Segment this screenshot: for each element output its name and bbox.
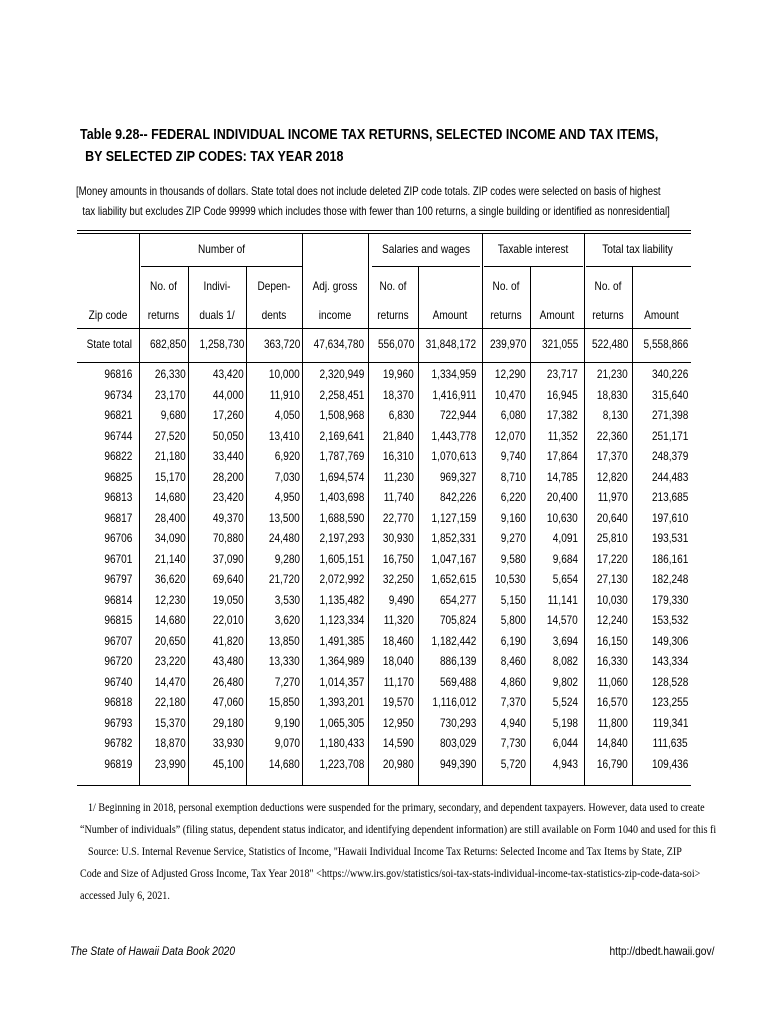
- table-cell: 32,250: [383, 572, 414, 586]
- table-cell: 1,127,159: [431, 511, 476, 525]
- headnote-line-2: tax liability but excludes ZIP Code 99999 which includes those with fewer than 100 returns, a single building or identified as nonresidential]: [82, 204, 670, 218]
- headnote: [76, 181, 670, 221]
- table-cell: 6,080: [500, 408, 526, 422]
- header-amount-1: Amount: [432, 308, 468, 322]
- table-cell: 11,800: [597, 716, 628, 730]
- table-cell: 213,685: [651, 490, 688, 504]
- table-cell: 22,770: [383, 511, 414, 525]
- table-cell: 1,135,482: [319, 593, 364, 607]
- table-cell: 43,420: [213, 367, 244, 381]
- header-no-of-1: No. of: [150, 279, 177, 293]
- table-cell: 27,130: [597, 572, 628, 586]
- table-cell: 9,740: [500, 449, 526, 463]
- table-cell: 21,230: [597, 367, 628, 381]
- state-total-cell: 5,558,866: [643, 337, 688, 351]
- table-cell: 17,370: [597, 449, 628, 463]
- table-cell: 109,436: [651, 757, 688, 771]
- table-cell: 1,694,574: [319, 470, 364, 484]
- table-cell: 9,190: [274, 716, 300, 730]
- table-cell: 6,830: [388, 408, 414, 422]
- table-cell: 17,220: [597, 552, 628, 566]
- table-cell: 705,824: [439, 613, 476, 627]
- source-line-1: Source: U.S. Internal Revenue Service, Statistics of Income, "Hawaii Individual Income Tax Returns: Selected Income and Tax Items by State, ZIP: [88, 844, 682, 858]
- table-cell: 43,480: [213, 654, 244, 668]
- table-cell: 1,491,385: [319, 634, 364, 648]
- zip-code-cell: 96818: [103, 695, 132, 709]
- header-depen: Depen-: [257, 279, 291, 293]
- table-cell: 16,750: [383, 552, 414, 566]
- table-cell: 16,790: [597, 757, 628, 771]
- table-cell: 1,047,167: [431, 552, 476, 566]
- table-cell: 6,190: [500, 634, 526, 648]
- table-cell: 23,717: [547, 367, 578, 381]
- state-total-cell: 522,480: [591, 337, 628, 351]
- total-tax-underline: [586, 266, 691, 267]
- zip-code-cell: 96793: [103, 716, 132, 730]
- table-cell: 47,060: [213, 695, 244, 709]
- zip-code-cell: 96734: [103, 388, 132, 402]
- table-cell: 12,230: [155, 593, 186, 607]
- zip-code-cell: 96701: [103, 552, 132, 566]
- table-cell: 17,382: [547, 408, 578, 422]
- table-cell: 3,620: [274, 613, 300, 627]
- table-cell: 19,570: [383, 695, 414, 709]
- table-cell: 19,050: [213, 593, 244, 607]
- header-returns-4: returns: [592, 308, 624, 322]
- header-taxable-interest: Taxable interest: [497, 242, 569, 256]
- table-cell: 26,480: [213, 675, 244, 689]
- table-cell: 49,370: [213, 511, 244, 525]
- state-total-cell: 47,634,780: [313, 337, 364, 351]
- table-cell: 70,880: [213, 531, 244, 545]
- zip-code-cell: 96821: [103, 408, 132, 422]
- table-cell: 186,161: [651, 552, 688, 566]
- zip-code-cell: 96782: [103, 736, 132, 750]
- table-cell: 17,260: [213, 408, 244, 422]
- table-cell: 842,226: [439, 490, 476, 504]
- table-cell: 23,990: [155, 757, 186, 771]
- table-cell: 969,327: [439, 470, 476, 484]
- table-cell: 1,443,778: [431, 429, 476, 443]
- table-cell: 569,488: [439, 675, 476, 689]
- taxable-interest-underline: [484, 266, 583, 267]
- table-cell: 248,379: [651, 449, 688, 463]
- table-cell: 340,226: [651, 367, 688, 381]
- table-cell: 949,390: [439, 757, 476, 771]
- state-total-cell: 556,070: [377, 337, 414, 351]
- table-cell: 4,940: [500, 716, 526, 730]
- table-cell: 21,180: [155, 449, 186, 463]
- zip-code-cell: 96706: [103, 531, 132, 545]
- zip-code-cell: 96822: [103, 449, 132, 463]
- zip-code-cell: 96707: [103, 634, 132, 648]
- col-sep-4: [302, 233, 303, 785]
- table-cell: 10,630: [547, 511, 578, 525]
- table-cell: 2,169,641: [319, 429, 364, 443]
- table-cell: 19,960: [383, 367, 414, 381]
- col-sep-7: [482, 233, 483, 785]
- table-cell: 14,570: [547, 613, 578, 627]
- table-cell: 9,802: [552, 675, 578, 689]
- header-bottom-rule: [77, 328, 691, 329]
- zip-code-cell: 96819: [103, 757, 132, 771]
- table-cell: 9,490: [388, 593, 414, 607]
- table-cell: 18,870: [155, 736, 186, 750]
- table-cell: 2,258,451: [319, 388, 364, 402]
- header-adj-gross: Adj. gross: [312, 279, 358, 293]
- table-cell: 1,403,698: [319, 490, 364, 504]
- table-cell: 10,470: [495, 388, 526, 402]
- col-sep-3: [246, 266, 247, 785]
- table-cell: 1,364,989: [319, 654, 364, 668]
- title-line-2: BY SELECTED ZIP CODES: TAX YEAR 2018: [85, 149, 344, 165]
- table-cell: 18,830: [597, 388, 628, 402]
- table-cell: 11,320: [383, 613, 414, 627]
- table-cell: 37,090: [213, 552, 244, 566]
- headnote-line-1: [Money amounts in thousands of dollars. State total does not include deleted ZIP code totals. ZIP codes were selected on basis of highest: [76, 184, 661, 198]
- table-cell: 12,290: [495, 367, 526, 381]
- table-cell: 1,688,590: [319, 511, 364, 525]
- salaries-underline: [372, 266, 480, 267]
- zip-code-cell: 96825: [103, 470, 132, 484]
- header-total-tax: Total tax liability: [602, 242, 673, 256]
- table-cell: 3,694: [552, 634, 578, 648]
- zip-code-cell: 96815: [103, 613, 132, 627]
- table-cell: 20,650: [155, 634, 186, 648]
- footnote-1-line-1: 1/ Beginning in 2018, personal exemption deductions were suspended for the primary, secondary, and dependent taxpayers. However, data used to create: [88, 800, 705, 814]
- header-duals: duals 1/: [199, 308, 235, 322]
- table-cell: 15,370: [155, 716, 186, 730]
- table-cell: 10,530: [495, 572, 526, 586]
- header-returns-3: returns: [490, 308, 522, 322]
- table-cell: 6,920: [274, 449, 300, 463]
- table-cell: 143,334: [651, 654, 688, 668]
- table-cell: 12,070: [495, 429, 526, 443]
- table-cell: 1,605,151: [319, 552, 364, 566]
- table-cell: 16,945: [547, 388, 578, 402]
- table-cell: 15,850: [269, 695, 300, 709]
- header-amount-3: Amount: [644, 308, 679, 322]
- table-cell: 22,010: [213, 613, 244, 627]
- table-cell: 8,460: [500, 654, 526, 668]
- table-cell: 13,500: [269, 511, 300, 525]
- table-cell: 4,950: [274, 490, 300, 504]
- header-salaries-wages: Salaries and wages: [382, 242, 470, 256]
- table-top-rule-double: [77, 233, 691, 234]
- table-cell: 2,072,992: [319, 572, 364, 586]
- table-cell: 20,400: [547, 490, 578, 504]
- table-cell: 244,483: [651, 470, 688, 484]
- table-cell: 41,820: [213, 634, 244, 648]
- table-cell: 23,170: [155, 388, 186, 402]
- table-cell: 12,820: [597, 470, 628, 484]
- header-income: income: [318, 308, 352, 322]
- col-sep-2: [188, 266, 189, 785]
- table-cell: 722,944: [439, 408, 476, 422]
- table-cell: 1,182,442: [431, 634, 476, 648]
- table-cell: 16,310: [383, 449, 414, 463]
- state-total-cell: 321,055: [541, 337, 578, 351]
- header-returns-1: returns: [147, 308, 180, 322]
- table-cell: 11,060: [597, 675, 628, 689]
- header-zip-code: Zip code: [88, 308, 128, 322]
- table-cell: 29,180: [213, 716, 244, 730]
- table-cell: 315,640: [651, 388, 688, 402]
- footer-publication: The State of Hawaii Data Book 2020: [70, 944, 236, 958]
- table-cell: 271,398: [651, 408, 688, 422]
- table-cell: 7,730: [500, 736, 526, 750]
- table-cell: 14,680: [269, 757, 300, 771]
- header-returns-2: returns: [377, 308, 409, 322]
- table-cell: 28,400: [155, 511, 186, 525]
- table-cell: 5,524: [552, 695, 578, 709]
- table-cell: 30,930: [383, 531, 414, 545]
- table-cell: 11,141: [547, 593, 578, 607]
- table-cell: 12,950: [383, 716, 414, 730]
- table-cell: 197,610: [651, 511, 688, 525]
- table-cell: 21,140: [155, 552, 186, 566]
- table-cell: 14,680: [155, 490, 186, 504]
- state-total-cell: 239,970: [489, 337, 526, 351]
- table-cell: 18,040: [383, 654, 414, 668]
- state-total-cell: 682,850: [149, 337, 186, 351]
- col-sep-5: [368, 233, 369, 785]
- table-cell: 119,341: [652, 716, 688, 730]
- state-total-cell: 1,258,730: [199, 337, 244, 351]
- footer-url: http://dbedt.hawaii.gov/: [609, 944, 714, 958]
- table-cell: 9,580: [500, 552, 526, 566]
- table-cell: 24,480: [269, 531, 300, 545]
- table-cell: 5,198: [552, 716, 578, 730]
- table-cell: 3,530: [274, 593, 300, 607]
- table-cell: 111,635: [653, 736, 688, 750]
- table-cell: 50,050: [213, 429, 244, 443]
- table-cell: 1,065,305: [319, 716, 364, 730]
- table-cell: 33,440: [213, 449, 244, 463]
- table-cell: 8,082: [552, 654, 578, 668]
- zip-code-cell: 96720: [103, 654, 132, 668]
- table-cell: 7,270: [274, 675, 300, 689]
- col-sep-10: [632, 266, 633, 785]
- table-cell: 2,197,293: [319, 531, 364, 545]
- table-cell: 6,044: [552, 736, 578, 750]
- table-cell: 5,720: [500, 757, 526, 771]
- zip-code-cell: 96797: [103, 572, 132, 586]
- table-cell: 9,270: [500, 531, 526, 545]
- table-cell: 10,000: [269, 367, 300, 381]
- table-cell: 9,684: [552, 552, 578, 566]
- state-total-rule: [77, 362, 691, 363]
- header-dents: dents: [261, 308, 287, 322]
- table-title: [80, 124, 659, 168]
- table-cell: 14,470: [155, 675, 186, 689]
- table-cell: 886,139: [439, 654, 476, 668]
- source-line-3: accessed July 6, 2021.: [80, 888, 170, 902]
- table-cell: 16,570: [597, 695, 628, 709]
- table-cell: 9,280: [274, 552, 300, 566]
- col-sep-6: [418, 266, 419, 785]
- table-cell: 17,864: [547, 449, 578, 463]
- table-cell: 11,910: [269, 388, 300, 402]
- state-total-cell: 31,848,172: [425, 337, 476, 351]
- table-cell: 21,720: [269, 572, 300, 586]
- table-top-rule: [77, 230, 691, 231]
- table-cell: 1,416,911: [431, 388, 476, 402]
- table-cell: 803,029: [439, 736, 476, 750]
- table-cell: 28,200: [213, 470, 244, 484]
- table-cell: 26,330: [155, 367, 186, 381]
- table-cell: 14,590: [383, 736, 414, 750]
- table-cell: 9,070: [274, 736, 300, 750]
- table-cell: 1,334,959: [431, 367, 476, 381]
- table-cell: 1,123,334: [319, 613, 364, 627]
- table-cell: 13,850: [269, 634, 300, 648]
- table-cell: 45,100: [213, 757, 244, 771]
- table-cell: 44,000: [213, 388, 244, 402]
- table-cell: 123,255: [651, 695, 688, 709]
- table-cell: 22,360: [597, 429, 628, 443]
- table-cell: 11,970: [597, 490, 628, 504]
- table-cell: 193,531: [651, 531, 688, 545]
- state-total-cell: 363,720: [263, 337, 300, 351]
- zip-code-cell: 96817: [103, 511, 132, 525]
- header-no-of-4: No. of: [594, 279, 622, 293]
- table-cell: 16,330: [597, 654, 628, 668]
- zip-code-cell: 96813: [103, 490, 132, 504]
- table-cell: 5,150: [500, 593, 526, 607]
- table-cell: 1,508,968: [319, 408, 364, 422]
- table-cell: 13,410: [269, 429, 300, 443]
- table-cell: 34,090: [155, 531, 186, 545]
- header-number-of: Number of: [197, 242, 246, 256]
- table-cell: 4,860: [500, 675, 526, 689]
- table-cell: 8,710: [500, 470, 526, 484]
- zip-code-cell: 96816: [103, 367, 132, 381]
- table-cell: 36,620: [155, 572, 186, 586]
- table-cell: 1,787,769: [319, 449, 364, 463]
- table-cell: 1,852,331: [431, 531, 476, 545]
- col-sep-1: [139, 233, 140, 785]
- table-cell: 18,370: [383, 388, 414, 402]
- table-cell: 128,528: [651, 675, 688, 689]
- table-cell: 16,150: [597, 634, 628, 648]
- table-cell: 15,170: [155, 470, 186, 484]
- table-cell: 654,277: [439, 593, 476, 607]
- table-cell: 20,980: [383, 757, 414, 771]
- table-cell: 1,652,615: [431, 572, 476, 586]
- table-cell: 13,330: [269, 654, 300, 668]
- state-total-label: State total: [86, 337, 132, 351]
- table-cell: 25,810: [597, 531, 628, 545]
- table-cell: 4,050: [274, 408, 300, 422]
- table-cell: 20,640: [597, 511, 628, 525]
- table-cell: 10,030: [597, 593, 628, 607]
- table-cell: 1,070,613: [431, 449, 476, 463]
- table-cell: 14,785: [547, 470, 578, 484]
- table-cell: 11,740: [383, 490, 414, 504]
- table-cell: 7,370: [500, 695, 526, 709]
- table-cell: 1,223,708: [319, 757, 364, 771]
- title-line-1: Table 9.28-- FEDERAL INDIVIDUAL INCOME TAX RETURNS, SELECTED INCOME AND TAX ITEMS,: [80, 127, 659, 143]
- table-bottom-rule: [77, 785, 691, 786]
- zip-code-cell: 96814: [103, 593, 132, 607]
- table-cell: 14,840: [597, 736, 628, 750]
- table-cell: 1,014,357: [319, 675, 364, 689]
- table-cell: 1,180,433: [319, 736, 364, 750]
- table-cell: 12,240: [597, 613, 628, 627]
- table-cell: 730,293: [439, 716, 476, 730]
- table-cell: 251,171: [651, 429, 688, 443]
- table-cell: 182,248: [651, 572, 688, 586]
- table-cell: 11,230: [383, 470, 414, 484]
- table-cell: 18,460: [383, 634, 414, 648]
- table-cell: 5,800: [500, 613, 526, 627]
- table-cell: 1,393,201: [319, 695, 364, 709]
- table-cell: 9,160: [500, 511, 526, 525]
- table-cell: 23,220: [155, 654, 186, 668]
- table-cell: 27,520: [155, 429, 186, 443]
- table-cell: 4,091: [552, 531, 578, 545]
- table-cell: 1,116,012: [431, 695, 476, 709]
- table-cell: 7,030: [274, 470, 300, 484]
- table-cell: 8,130: [602, 408, 628, 422]
- table-cell: 9,680: [160, 408, 186, 422]
- table-cell: 11,170: [383, 675, 414, 689]
- col-sep-8: [530, 266, 531, 785]
- table-cell: 11,352: [547, 429, 578, 443]
- table-cell: 23,420: [213, 490, 244, 504]
- table-cell: 21,840: [383, 429, 414, 443]
- header-amount-2: Amount: [539, 308, 575, 322]
- table-cell: 2,320,949: [319, 367, 364, 381]
- table-cell: 6,220: [500, 490, 526, 504]
- col-sep-9: [584, 233, 585, 785]
- header-no-of-2: No. of: [379, 279, 407, 293]
- table-cell: 22,180: [155, 695, 186, 709]
- table-cell: 14,680: [155, 613, 186, 627]
- header-no-of-3: No. of: [492, 279, 520, 293]
- table-cell: 5,654: [552, 572, 578, 586]
- table-cell: 149,306: [651, 634, 688, 648]
- table-cell: 33,930: [213, 736, 244, 750]
- header-indivi: Indivi-: [203, 279, 231, 293]
- source-line-2: Code and Size of Adjusted Gross Income, Tax Year 2018" <https://www.irs.gov/statistics/soi-tax-stats-individual-income-tax-statistics-zip-code-data-soi>: [80, 866, 701, 880]
- table-cell: 153,532: [651, 613, 688, 627]
- zip-code-cell: 96740: [103, 675, 132, 689]
- footnote-1-line-2: “Number of individuals” (filing status, dependent status indicator, and identifying dependent information) are still available on Form 1040 and used for this fi: [80, 822, 717, 836]
- table-cell: 69,640: [213, 572, 244, 586]
- table-cell: 179,330: [651, 593, 688, 607]
- number-of-underline: [141, 266, 302, 267]
- zip-code-cell: 96744: [103, 429, 132, 443]
- table-cell: 4,943: [552, 757, 578, 771]
